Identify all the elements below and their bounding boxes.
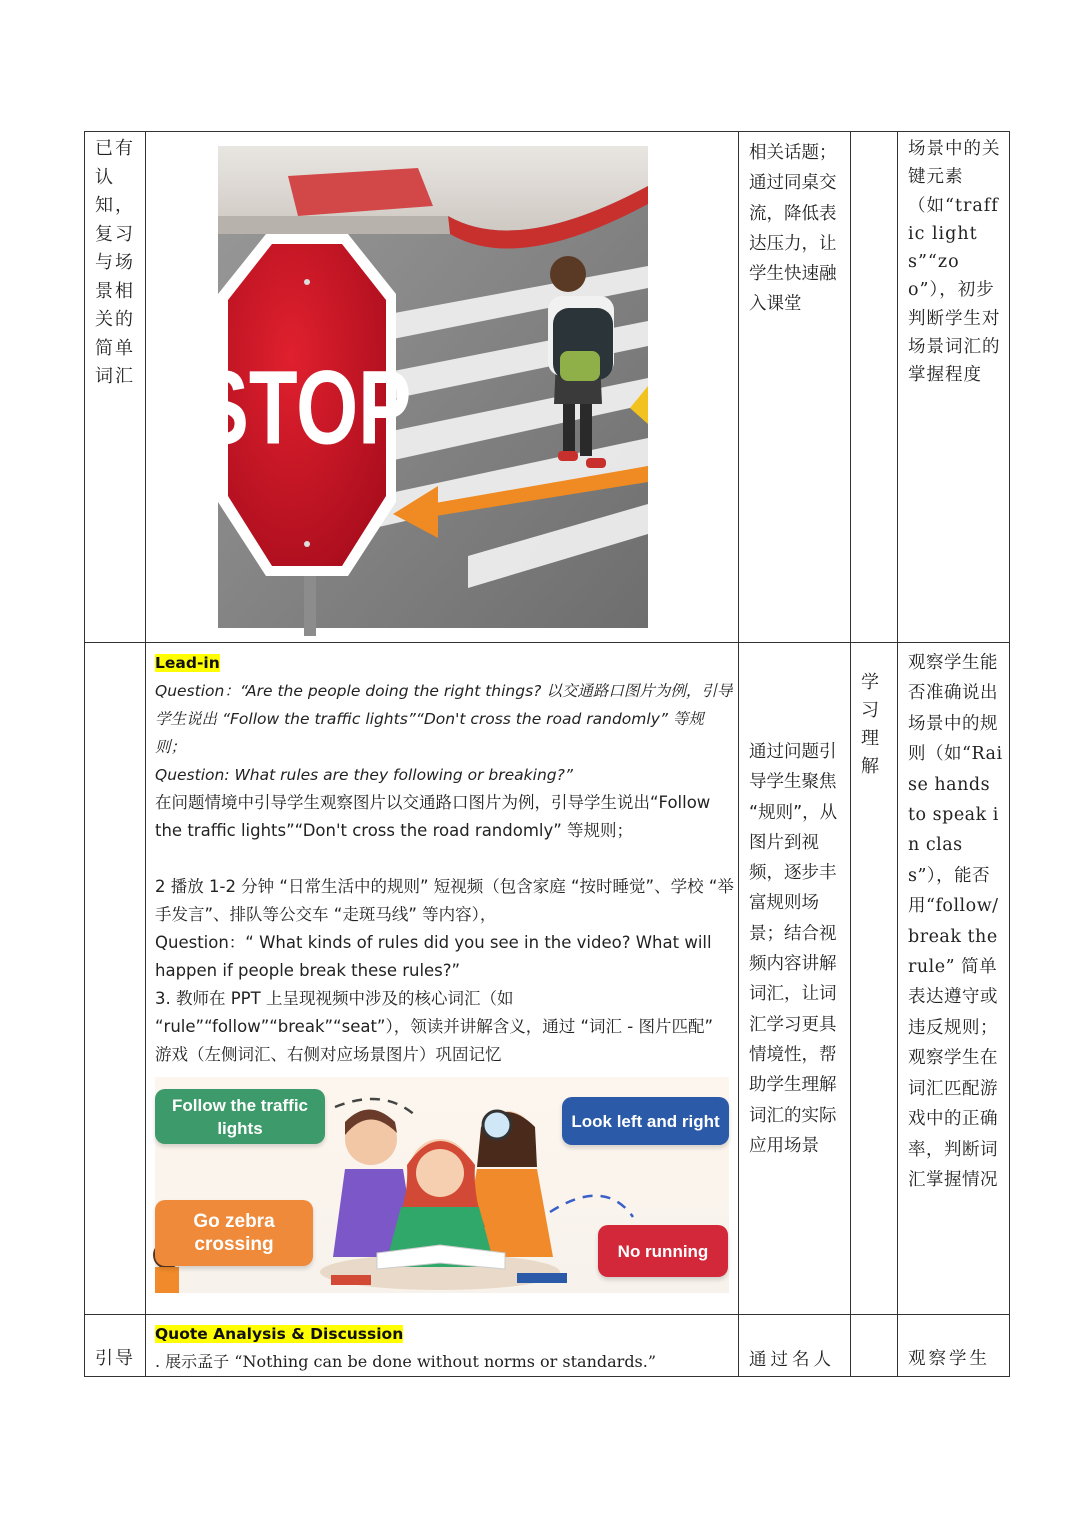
crosswalk-illustration (195, 146, 648, 628)
question-one-tail: 等规则； (155, 710, 704, 756)
look-left-right-card: Look left and right (562, 1097, 729, 1145)
content-cell (146, 643, 739, 1315)
intent-text: 通过名人 (749, 1350, 835, 1370)
paragraph-three: Question：“ What kinds of rules did you see in the video? What will happen if people break these rules?” (155, 933, 712, 980)
activity-type-cell (851, 643, 898, 1315)
stop-sign-image (195, 146, 648, 628)
stage-text: 引导 (95, 1348, 135, 1369)
stage-cell (85, 1315, 146, 1377)
activity-type-text: 学习理解 (861, 672, 881, 777)
quote-heading: Quote Analysis & Discussion (155, 1325, 404, 1343)
lead-in-block (146, 643, 738, 1293)
intent-text: 通过问题引导学生聚焦 “规则”，从图片到视频，逐步丰富规则场景；结合视频内容讲解词汇，让词汇学习更具情境性，帮助学生理解词汇的实际应用场景 (749, 742, 838, 1156)
question-one-rules: “Follow the traffic lights”“Don't cross the road randomly” (221, 710, 668, 728)
assessment-cell (898, 1315, 1010, 1377)
assessment-cell (898, 132, 1010, 643)
paragraph-two: 2 播放 1-2 分钟 “日常生活中的规则” 短视频（包含家庭 “按时睡觉”、学校 “举手发言”、排队等公交车 “走斑马线” 等内容）， (155, 877, 734, 924)
intent-cell (739, 643, 851, 1315)
activity-type-cell (851, 132, 898, 643)
content-cell (146, 1315, 739, 1377)
intent-text: 相关话题；通过同桌交流，降低表达压力，让学生快速融入课堂 (749, 143, 837, 315)
paragraph-one: 在问题情境中引导学生观察图片以交通路口图片为例，引导学生说出“Follow the traffic lights”“Don't cross the road randomly” 等规则； (155, 793, 711, 840)
lead-in-heading: Lead-in (155, 654, 220, 672)
content-cell (146, 132, 739, 643)
intent-cell (739, 1315, 851, 1377)
stage-cell (85, 643, 146, 1315)
assessment-cell (898, 643, 1010, 1315)
activity-type-cell (851, 1315, 898, 1377)
question-two: Question: What rules are they following or breaking?” (155, 766, 573, 784)
rules-illustration (155, 1077, 729, 1293)
assessment-text: 场景中的关键元素（如“traffic lights”“zoo”），初步判断学生对场景词汇的掌握程度 (908, 139, 1001, 386)
question-one-cn: 以交通路口图片为例，引导学生说出 (155, 682, 733, 728)
question-one (155, 677, 734, 761)
quote-line: . 展示孟子 “Nothing can be done without norms or standards.” (155, 1352, 657, 1371)
follow-traffic-lights-card: Follow the traffic lights (155, 1089, 325, 1144)
stage-cell (85, 132, 146, 643)
table-row (85, 643, 1010, 1315)
question-label: Question： (155, 682, 240, 700)
no-running-card: No running (598, 1225, 728, 1277)
stop-sign-text: STOP (195, 348, 412, 467)
question-one-en: “Are the people doing the right things? (239, 682, 542, 700)
assessment-text: 观察学生能否准确说出场景中的规则（如“Raise hands to speak in class”），能否用“follow/break the rule” 简单表达遵守或违反规则；观察学生在词汇匹配游戏中的正确率，判断词汇掌握情况 (908, 653, 1003, 1190)
table-row (85, 132, 1010, 643)
lesson-plan-table (84, 131, 1010, 1377)
intent-cell (739, 132, 851, 643)
zebra-crossing-card: Go zebra crossing (155, 1200, 313, 1266)
stage-text: 已有认知，复习与场景相关的简单词汇 (95, 138, 135, 387)
paragraph-four: 3. 教师在 PPT 上呈现视频中涉及的核心词汇（如 “rule”“follow”“break”“seat”），领读并讲解含义，通过 “词汇 - 图片匹配” 游戏（左侧词汇、右侧对应场景图片）巩固记忆 (155, 989, 714, 1064)
assessment-text: 观察学生 (908, 1349, 990, 1369)
table-row (85, 1315, 1010, 1377)
